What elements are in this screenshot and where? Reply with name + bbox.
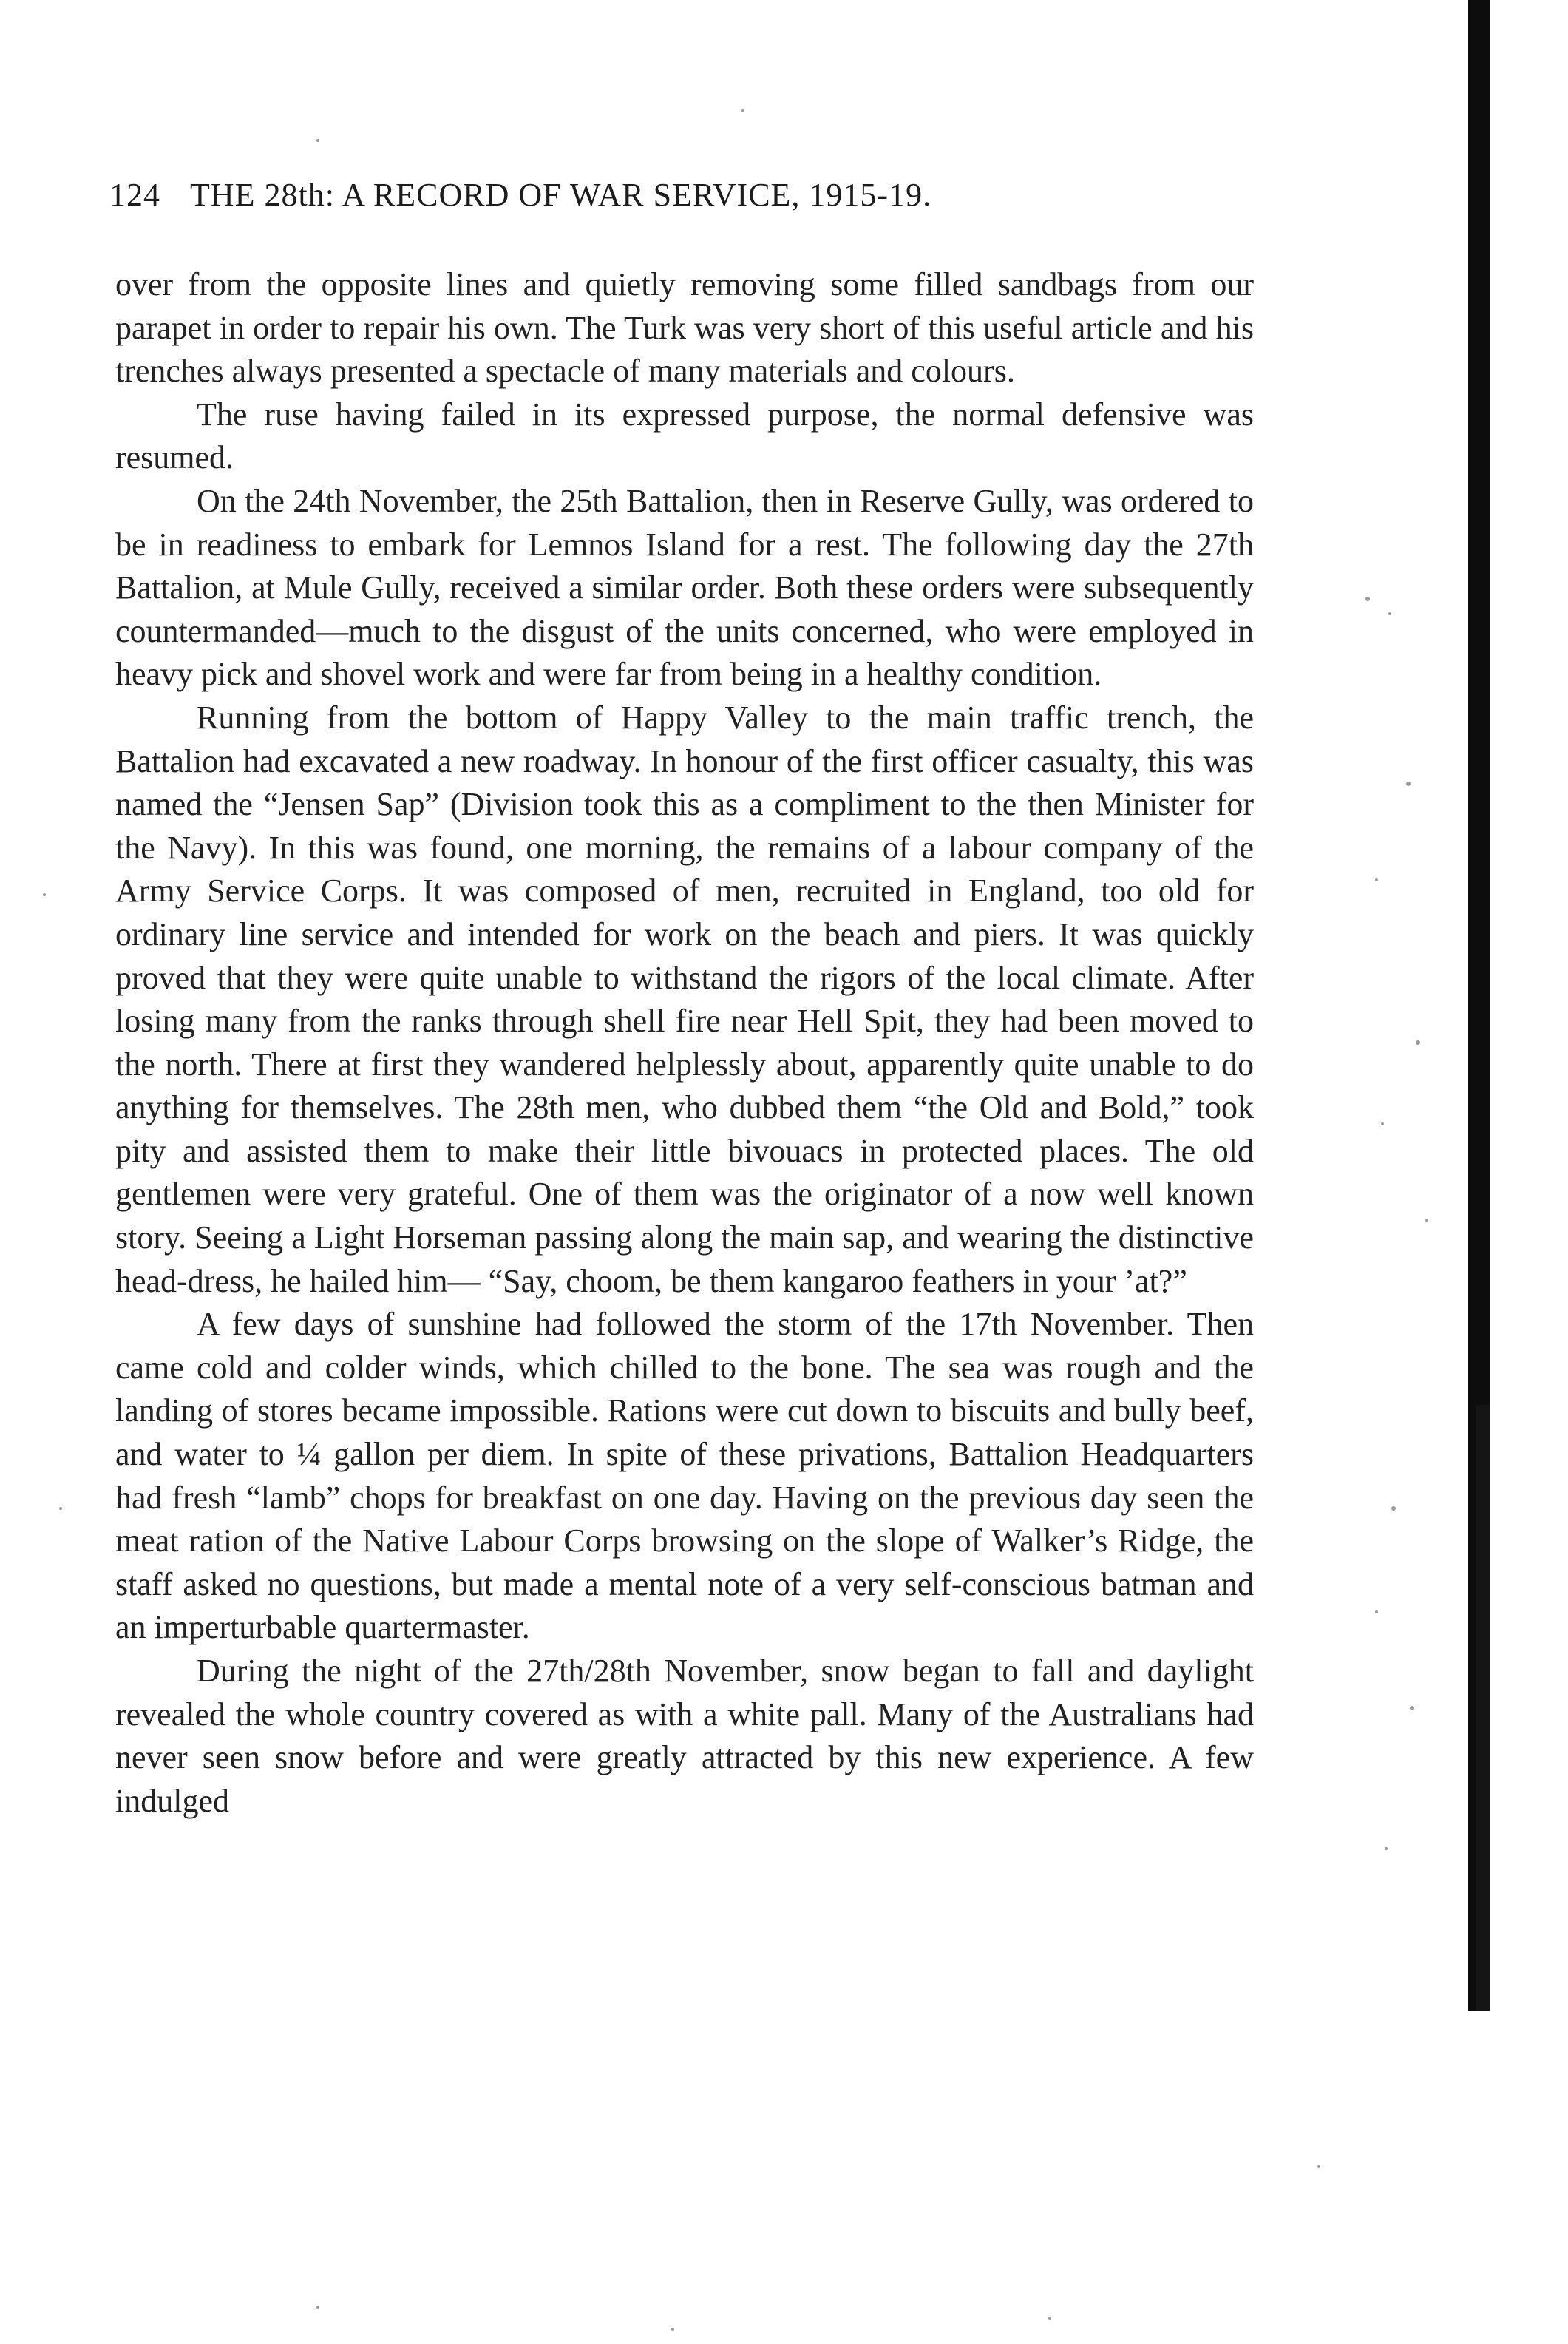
running-title: THE 28th: A RECORD OF WAR SERVICE, 1915-19. xyxy=(190,177,932,213)
paragraph-2: The ruse having failed in its expressed purpose, the normal defensive was resumed. xyxy=(115,396,1254,476)
paragraph-5: A few days of sunshine had followed the storm of the 17th November. Then came cold and colder winds, which chilled to the bone. The sea was rough and the landing of stores became impossible. Rations were cut down to biscuits and bully beef, and water to ¼ gallon per diem. In spite of these privations, Battalion Headquarters had fresh “lamb” chops for breakfast on one day. Having on the previous day seen the meat ration of the Native Labour Corps browsing on the slope of Walker’s Ridge, the staff asked no questions, but made a mental note of a very self-conscious batman and an imperturbable quartermaster. xyxy=(115,1306,1254,1646)
running-head xyxy=(109,176,1277,228)
page-number: 124 xyxy=(109,177,160,213)
body-text xyxy=(115,263,1254,1823)
paragraph-4: Running from the bottom of Happy Valley to the main traffic trench, the Battalion had excavated a new roadway. In honour of the first officer casualty, this was named the “Jensen Sap” (Division took this as a compliment to the then Minister for the Navy). In this was found, one morning, the remains of a labour company of the Army Service Corps. It was composed of men, recruited in England, too old for ordinary line service and intended for work on the beach and piers. It was quickly proved that they were quite unable to withstand the rigors of the local climate. After losing many from the ranks through shell fire near Hell Spit, they had been moved to the north. There at first they wandered helplessly about, apparently quite unable to do anything for themselves. The 28th men, who dubbed them “the Old and Bold,” took pity and assisted them to make their little bivouacs in protected places. The old gentlemen were very grateful. One of them was the originator of a now well known story. Seeing a Light Horseman passing along the main sap, and wearing the distinctive head-dress, he hailed him— “Say, choom, be them kangaroo feathers in your ’at?” xyxy=(115,699,1254,1299)
paragraph-1: over from the opposite lines and quietly removing some filled sandbags from our parapet in order to repair his own. The Turk was very short of this useful article and his trenches always presented a spectacle of many materials and colours. xyxy=(115,266,1254,390)
paragraph-3: On the 24th November, the 25th Battalion, then in Reserve Gully, was ordered to be in readiness to embark for Lemnos Island for a rest. The following day the 27th Battalion, at Mule Gully, received a similar order. Both these orders were subsequently countermanded—much to the disgust of the units concerned, who were employed in heavy pick and shovel work and were far from being in a healthy condition. xyxy=(115,482,1254,693)
paragraph-6: During the night of the 27th/28th November, snow began to fall and daylight revealed the whole country covered as with a white pall. Many of the Australians had never seen snow before and were greatly attracted by this new experience. A few indulged xyxy=(115,1653,1254,1819)
